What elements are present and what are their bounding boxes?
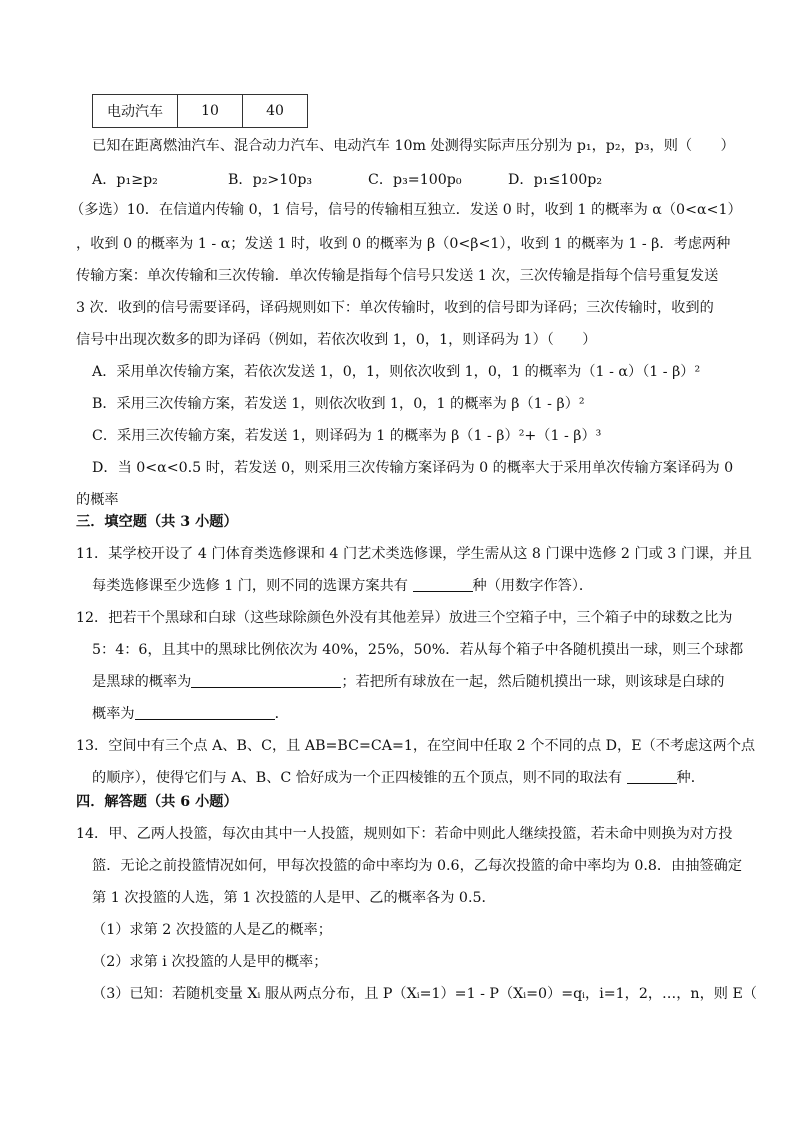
table-cell-value-1: 10 [178, 95, 243, 128]
q10-line-4: 3 次．收到的信号需要译码，译码规则如下：单次传输时，收到的信号即为译码；三次传输时，收到的 [76, 300, 714, 316]
q10-line-1: （多选）10．在信道内传输 0，1 信号，信号的传输相互独立．发送 0 时，收到 1 的概率为 α（0<α<1） [70, 202, 742, 218]
q12-text-d: ． [274, 706, 289, 722]
q13-text-b: 种． [676, 770, 705, 786]
q9-stem: 已知在距离燃油汽车、混合动力汽车、电动汽车 10m 处测得实际声压分别为 p₁，p₂，p₃，则（ ） [92, 138, 735, 154]
q12-text-a: 是黑球的概率为 [92, 674, 192, 690]
q9-option-c: C．p₃=100p₀ [368, 172, 462, 188]
q12-line-1: 12．把若干个黑球和白球（这些球除颜色外没有其他差异）放进三个空箱子中，三个箱子中的球数之比为 [76, 610, 733, 626]
q9-option-a: A．p₁≥p₂ [92, 172, 158, 188]
q11-text-a: 每类选修课至少选修 1 门，则不同的选课方案共有 [92, 578, 413, 594]
q13-text-a: 的顺序），使得它们与 A、B、C 恰好成为一个正四棱锥的五个顶点，则不同的取法有 [92, 770, 627, 786]
q10-option-a: A．采用单次传输方案，若依次发送 1，0，1，则依次收到 1，0，1 的概率为（1 - α）（1 - β）² [92, 364, 701, 380]
q13-answer-blank[interactable] [627, 769, 677, 784]
q11-answer-blank[interactable] [413, 577, 473, 592]
q13-line-1: 13．空间中有三个点 A、B、C，且 AB=BC=CA=1，在空间中任取 2 个不同的点 D，E（不考虑这两个点 [76, 738, 756, 754]
q9-option-b: B．p₂>10p₃ [228, 172, 313, 188]
table-cell-value-2: 40 [243, 95, 308, 128]
q10-line-5: 信号中出现次数多的即为译码（例如，若依次收到 1，0，1，则译码为 1）（ ） [76, 332, 597, 348]
table-cell-vehicle: 电动汽车 [93, 95, 178, 128]
q10-option-d: D．当 0<α<0.5 时，若发送 0，则采用三次传输方案译码为 0 的概率大于采用单次传输方案译码为 0 [92, 460, 734, 476]
q14-line-2: 篮．无论之前投篮情况如何，甲每次投篮的命中率均为 0.6，乙每次投篮的命中率均为 0.8．由抽签确定 [92, 858, 743, 874]
q10-line-3: 传输方案：单次传输和三次传输．单次传输是指每个信号只发送 1 次，三次传输是指每个信号重复发送 [76, 268, 719, 284]
data-table [92, 94, 308, 128]
q13-line-2 [92, 768, 705, 788]
q12-line-2: 5：4：6，且其中的黑球比例依次为 40%，25%，50%．若从每个箱子中各随机摸出一球，则三个球都 [92, 642, 744, 658]
q14-part-2: （2）求第 i 次投篮的人是甲的概率； [92, 954, 328, 970]
q10-option-c: C．采用三次传输方案，若发送 1，则译码为 1 的概率为 β（1 - β）²+（1 - β）³ [92, 428, 602, 444]
section-fill-in-heading: 三．填空题（共 3 小题） [76, 514, 238, 530]
q12-text-c: 概率为 [92, 706, 135, 722]
q12-line-3 [92, 672, 724, 692]
q14-part-3: （3）已知：若随机变量 Xᵢ 服从两点分布，且 P（Xᵢ=1）=1 - P（Xᵢ=0）=qᵢ，i=1，2，…，n，则 E（ [92, 986, 757, 1002]
q12-text-b: ；若把所有球放在一起，然后随机摸出一球，则该球是白球的 [341, 674, 725, 690]
q12-line-4 [92, 704, 289, 724]
q14-line-1: 14．甲、乙两人投篮，每次由其中一人投篮，规则如下：若命中则此人继续投篮，若未命中则换为对方投 [76, 826, 733, 842]
q11-text-b: 种（用数字作答）． [472, 578, 594, 594]
q10-option-b: B．采用三次传输方案，若发送 1，则依次收到 1，0，1 的概率为 β（1 - β）² [92, 396, 585, 412]
section-solution-heading: 四．解答题（共 6 小题） [76, 794, 238, 810]
table-row [93, 95, 308, 128]
q11-line-2 [92, 576, 593, 596]
q12-answer-blank-2[interactable] [135, 705, 275, 720]
q14-part-1: （1）求第 2 次投篮的人是乙的概率； [92, 922, 332, 938]
q12-answer-blank-1[interactable] [191, 673, 341, 688]
q9-option-d: D．p₁≤100p₂ [508, 172, 603, 188]
q10-line-2: ，收到 0 的概率为 1 - α；发送 1 时，收到 0 的概率为 β（0<β<1），收到 1 的概率为 1 - β．考虑两种 [76, 236, 731, 252]
q10-option-d-cont: 的概率 [76, 492, 119, 508]
q14-line-3: 第 1 次投篮的人选，第 1 次投篮的人是甲、乙的概率各为 0.5． [92, 890, 496, 906]
q11-line-1: 11．某学校开设了 4 门体育类选修课和 4 门艺术类选修课，学生需从这 8 门课中选修 2 门或 3 门课，并且 [76, 546, 752, 562]
